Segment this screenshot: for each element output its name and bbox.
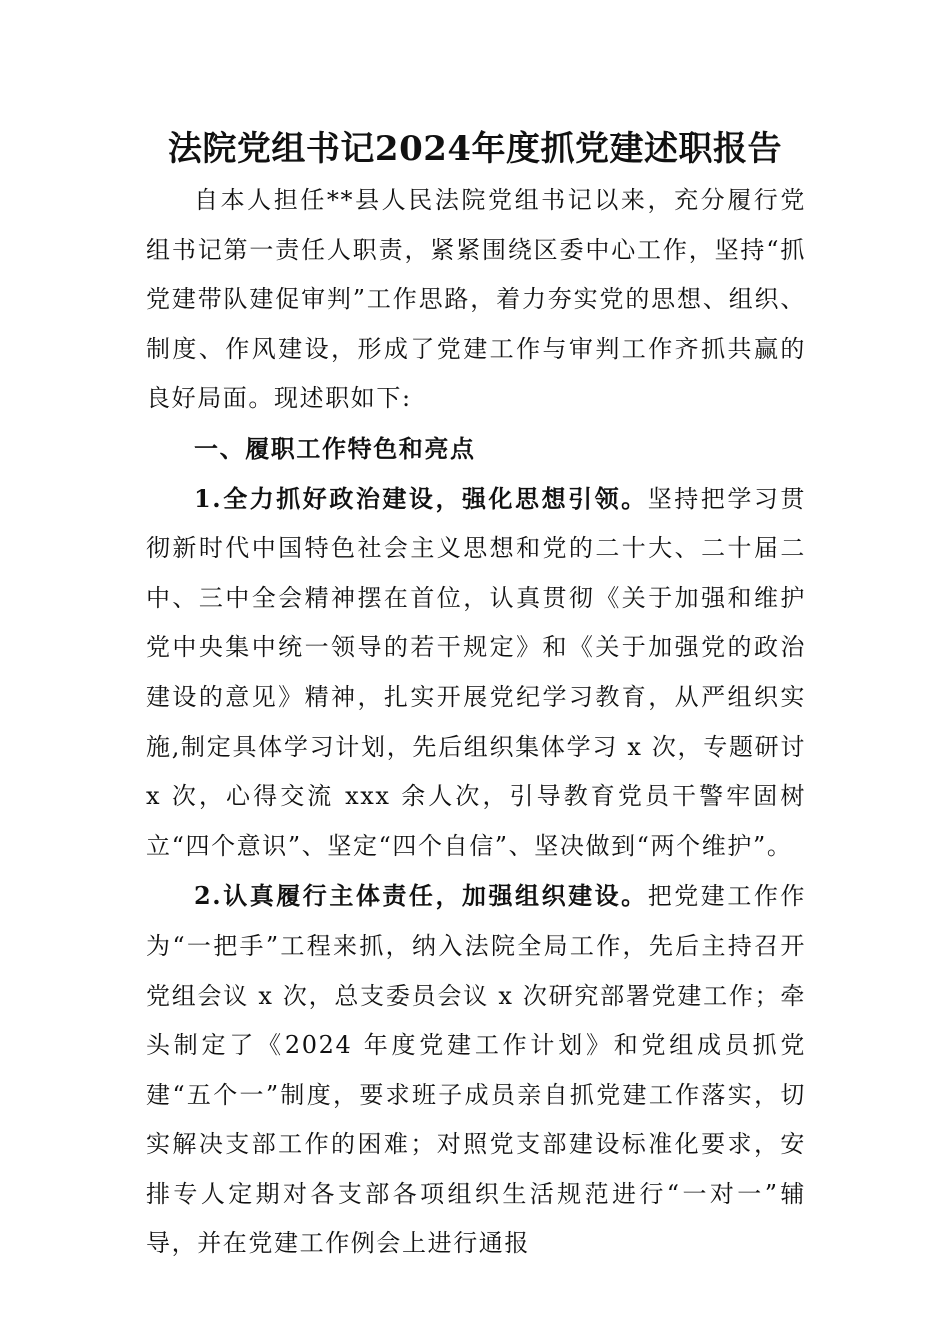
section-item-2 <box>146 871 806 1269</box>
item-2-lead: 2.认真履行主体责任，加强组织建设。 <box>194 881 648 911</box>
item-1-text: 坚持把学习贯彻新时代中国特色社会主义思想和党的二十大、二十届二中、三中全会精神摆在首位，认真贯彻《关于加强和维护党中央集中统一领导的若干规定》和《关于加强党的政治建设的意见》精神，扎实开展党纪学习教育，从严组织实施,制定具体学习计划，先后组织集体学习 x 次，专题研讨 x 次，心得交流 xxx 余人次，引导教育党员干警牢固树立“四个意识”、坚定“四个自信”、坚决做到“两个维护”。 <box>146 484 806 860</box>
section-item-1 <box>146 474 806 872</box>
document-body <box>146 176 806 1269</box>
item-2-text: 把党建工作作为“一把手”工程来抓，纳入法院全局工作，先后主持召开党组会议 x 次，总支委员会议 x 次研究部署党建工作；牵头制定了《2024 年度党建工作计划》和党组成员抓党建“五个一”制度，要求班子成员亲自抓党建工作落实，切实解决支部工作的困难；对照党支部建设标准化要求，安排专人定期对各支部各项组织生活规范进行“一对一”辅导，并在党建工作例会上进行通报 <box>146 882 806 1258</box>
intro-paragraph: 自本人担任**县人民法院党组书记以来，充分履行党组书记第一责任人职责，紧紧围绕区委中心工作，坚持“抓党建带队建促审判”工作思路，着力夯实党的思想、组织、制度、作风建设，形成了党建工作与审判工作齐抓共赢的良好局面。现述职如下: <box>146 186 806 413</box>
document-title: 法院党组书记2024年度抓党建述职报告 <box>167 129 783 169</box>
section-heading: 一、履职工作特色和亮点 <box>194 433 476 463</box>
item-1-lead: 1.全力抓好政治建设，强化思想引领。 <box>194 483 648 513</box>
